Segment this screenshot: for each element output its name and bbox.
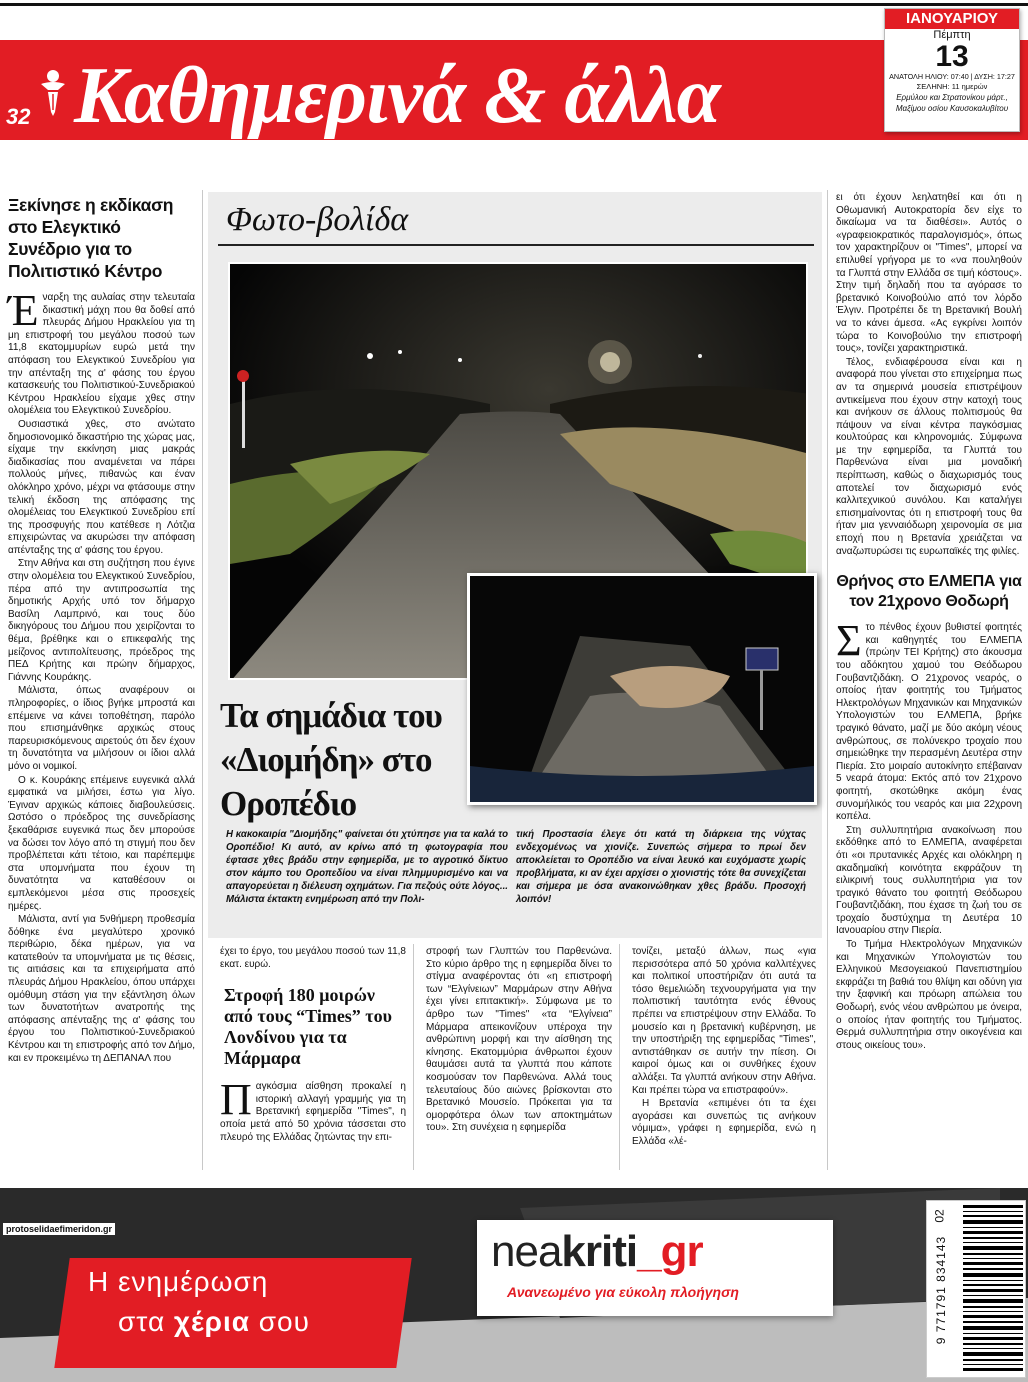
saints-line-2: Μαξίμου οσίου Καυσοκαλυβίτου	[895, 104, 1009, 113]
watermark-text: protoselidaefimeridon.gr	[3, 1223, 115, 1235]
sun-times: ΑΝΑΤΟΛΗ ΗΛΙΟΥ: 07:40 | ΔΥΣΗ: 17:27	[889, 72, 1015, 81]
masthead-logo-icon	[36, 68, 70, 118]
drop-cap: Έ	[8, 286, 39, 335]
article-headline: Θρήνος στο ΕΛΜΕΠΑ για τον 21χρονο Θοδωρή	[836, 573, 1022, 611]
article-paragraph: έχει το έργο, του μεγάλου ποσού των 11,8 εκατ. ευρώ.	[220, 946, 406, 970]
date-month: ΙΑΝΟΥΑΡΙΟΥ	[885, 9, 1019, 29]
drop-cap: Σ	[836, 616, 862, 666]
article-paragraph: τονίζει, μεταξύ άλλων, πως «για περισσότερα από 50 χρόνια καλλιτέχνες και πολιτικοί υποστήριζαν ότι αυτά τα τόσο θεμελιώδη τεχνουργήματα για την πολιτιστική ταυτότητα ενός έθνους πρέπει να επιστρέψουν στην Ελλάδα. Το μουσείο και η βρετανική κυβέρνηση, με την υποστήριξη της εφημερίδας "Times", αντιστάθηκαν σε αυτήν την πίεση. Οι καιροί όμως και οι συνθήκες έχουν αλλάξει. Τα γλυπτά ανήκουν στην Αθήνα. Και πρέπει τώρα να επιστραφούν».	[632, 946, 816, 1096]
section-label-rule	[218, 244, 814, 246]
barcode-number: 9 771791 834143	[934, 1235, 948, 1345]
column-divider	[413, 944, 414, 1170]
article-paragraph: Έναρξη της αυλαίας στην τελευταία δικαστική μάχη που θα δοθεί από πλευράς Δήμου Ηρακλείου για τη μη επιστροφή του μεγάλου ποσού των 11,8 εκατομμυρίων ευρώ μετά την απόφαση του Ελεγκτικού Συνεδρίου για την απένταξη της α' φάσης του έργου κατασκευής του Πολιτιστικού-Συνεδριακού Κέντρου Ηρακλείου είχαμε χθες στην ολομέλεια του Ελεγκτικού Συνεδρίου.	[8, 286, 195, 417]
article-paragraph: Ουσιαστικά χθες, στο ανώτατο δημοσιονομικό δικαστήριο της χώρας μας, είχαμε την εκκίνηση μιας μακράς διαδικασίας που αναμένεται να πάρει πολλούς μήνες, πιθανώς και έναν ολόκληρο χρόνο, μέχρι να φτάσουμε στην τελική έκδοση της απόφασης της ολομέλειας του Ελεγκτικού Συνεδρίου επί της προσφυγής που κατέθεσε η Λότζια επιχειρώντας να ακυρώσει την απόφαση απένταξης της α' φάσης του έργου.	[8, 418, 195, 556]
saints-line-1: Ερμύλου και Στρατονίκου μάρτ.,	[896, 93, 1008, 102]
barcode	[926, 1200, 1026, 1378]
advertisement	[0, 1188, 1028, 1382]
drop-cap: Π	[220, 1075, 252, 1125]
site-tagline: Ανανεωμένο για εύκολη πλοήγηση	[507, 1284, 739, 1300]
photo-caption-right: τική Προστασία έλεγε ότι κατά τη διάρκεια της νύχτας ενδεχομένως να χιονίζε. Συνεπώς σήμερα το πρωί δεν αποκλείεται το Οροπέδιο να είναι λευκό και ευχόμαστε χωρίς προβλήματα, κι αν έχει αρχίσει ο χιονιστής τότε θα συνεχίζεται και σήμερα με όσα ανακοινώθηκαν χθες βράδυ. Προσοχή λοιπόν!	[516, 829, 806, 905]
photo-caption-left: Η κακοκαιρία "Διομήδης" φαίνεται ότι χτύπησε για τα καλά το Οροπέδιο! Κι αυτό, αν κρίνω από τη φωτογραφία που έφτασε χθες βράδυ στην εφημερίδα, με το αγροτικό δίκτυο στον κάμπο του Οροπεδίου να είναι πλημμυρισμένο και να απαγορεύεται η διέλευση οχημάτων. Για πεζούς ούτε λόγος... Μάλιστα έκτακτη ενημέρωση από την Πολι-	[226, 829, 508, 905]
article-headline: Ξεκίνησε η εκδίκαση στο Ελεγκτικό Συνέδριο για το Πολιτιστικό Κέντρο	[8, 195, 174, 281]
date-box	[884, 8, 1020, 132]
night-road-scene-icon	[470, 576, 814, 802]
article-paragraph: Τέλος, ενδιαφέρουσα είναι και η αναφορά που γίνεται στο επιχείρημα πως αν τα σημερινά μουσεία επιστρέψουν αντικείμενα που έχουν στην κατοχή τους και ανήκουν σε άλλους πολιτισμούς θα πάψουν να είναι κέντρα παγκόσμιας κουλτούρας και κληρονομιάς. Σύμφωνα με την εφημερίδα, τα Γλυπτά του Παρθενώνα είναι μια μοναδική περίπτωση, καθώς ο διαχωρισμός τους αποτελεί τον διαχωρισμό ενός καλλιτεχνικού συνόλου. Και καταλήγει επισημαίνοντας ότι η επιστροφή τους θα ήταν μια γενναιόδωρη χειρονομία σε μια εποχή που η Βρετανία χρειάζεται να αναζωπυρώσει τις ευρωπαϊκές της φιλίες.	[836, 356, 1022, 557]
article-paragraph: ει ότι έχουν λεηλατηθεί και ότι η Οθωμανική Αυτοκρατορία δεν είχε το δικαίωμα να τα διαθέσει». Αυτός ο «γραφειοκρατικός παραλογισμός», όπως τον χαρακτηρίζουν οι "Times", μπορεί να επιλυθεί γρήγορα με το «να πουληθούν τα Γλυπτά στην Ελλάδα σε τιμή κόστους». Στην τιμή δηλαδή που τα αγόρασε το βρετανικό Κοινοβούλιο από τον λόρδο Έλγιν. Προτρέπει δε τη Βρετανική Βουλή να το κάνει άμεσα. «Ας εγκρίνει λοιπόν τώρα το Κοινοβούλιο την επιστροφή τους», τονίζει χαρακτηριστικά.	[836, 192, 1022, 355]
ad-slogan-line-1: Η ενημέρωση	[88, 1266, 269, 1297]
article-paragraph: στροφή των Γλυπτών του Παρθενώνα. Στο κύριο άρθρο της η εφημερίδα δίνει το στίγμα αναφέροντας ότι «η επιστροφή των “Ελγίνειων” Μαρμάρων στην Αθήνα έχει γίνει επιτακτική». Σύμφωνα με το άρθρο των "Times" «τα “Ελγίνεια” Μάρμαρα απεικονίζουν υπέροχα την ανθρώπινη μορφή και την αίσθηση της κίνησης. Εκατομμύρια άνθρωποι έχουν θαυμάσει αυτά τα γλυπτά που κάποτε κοσμούσαν τον Παρθενώνα. Αλλά τους τελευταίους δύο αιώνες βρίσκονται στο Βρετανικό Μουσείο. Πρόκειται για τα ομορφότερα όλων των αποκτημάτων του». Στη συνέχεια η εφημερίδα	[426, 946, 612, 1134]
header-top-rule	[0, 3, 1028, 6]
article-column-3	[426, 946, 612, 1136]
page-number: 32	[6, 104, 31, 129]
barcode-bars-icon	[963, 1205, 1023, 1375]
article-paragraph: Η Βρετανία «επιμένει ότι τα έχει αγοράσει και συνεπώς τις ανήκουν νόμιμα», γράφει η εφημερίδα, ενώ η Ελλάδα «λέ-	[632, 1098, 816, 1147]
page-title: Καθημερινά & άλλα	[74, 52, 720, 140]
date-day: 13	[935, 40, 969, 73]
column-divider	[827, 190, 828, 1170]
article-paragraph: Στο πένθος έχουν βυθιστεί φοιτητές και καθηγητές του ΕΛΜΕΠΑ (πρώην ΤΕΙ Κρήτης) στο άκουσμα του αδόκητου χαμού του Θεόδωρου Γουβαντζιδάκη. Ο 21χρονος νεαρός, ο οποίος ήταν φοιτητής του Τμήματος Ηλεκτρολόγων Μηχανικών και Μηχανικών Υπολογιστών του ΕΛΜΕΠΑ, βρήκε τραγικό θάνατο, μαζί με δύο ακόμη νέους ανθρώπους, σε πολύνεκρο τροχαίο που σημειώθηκε την περασμένη Δευτέρα στην Πιερία. Στο μοιραίο αυτοκίνητο επέβαιναν 5 νεαρά άτομα: Εκτός από τον 21χρονο φοιτητή, σκοτώθηκε ακόμη ένας συνομήλικός του νεαρός και μια 22χρονη κοπέλα.	[836, 616, 1022, 823]
article-paragraph: Μάλιστα, όπως αναφέρουν οι πληροφορίες, ο ίδιος βγήκε μπροστά και επέμεινε να κάνει τοποθέτηση, παρόλο που επισημάνθηκε αρχικώς στους παρευρισκόμενους αιρετούς ότι δεν έχουν τη δυνατότητα να μιλήσουν οι ίδιοι αλλά μόνο οι νομικοί.	[8, 685, 195, 772]
article-paragraph: Στη συλλυπητήρια ανακοίνωση που εκδόθηκε από το ΕΛΜΕΠΑ, αναφέρεται ότι «οι πρυτανικές Αρχές και ολόκληρη η ακαδημαϊκή κοινότητα εκφράζουν τη ειλικρινή τους συλλυπητήρια για τον τραγικό θάνατο του φοιτητή Θεόδωρου Γουβαντζιδάκη, που έχασε τη ζωή του σε τροχαίο δυστύχημα τη Δευτέρα 10 Ιανουαρίου στην Πιερία.	[836, 824, 1022, 937]
article-paragraph: Παγκόσμια αίσθηση προκαλεί η ιστορική αλλαγή γραμμής για τη Βρετανική εφημερίδα "Times", η οποία μετά από 50 χρόνια τάσσεται στο πλευρό της Ελλάδας ζητώντας την επι-	[220, 1075, 406, 1143]
photo-headline: Τα σημάδια του «Διομήδη» στο Οροπέδιο	[220, 696, 442, 823]
article-column-1	[8, 194, 195, 1066]
site-logo: neakriti_gr	[491, 1227, 703, 1276]
pen-nib-icon	[36, 68, 70, 118]
section-label: Φωτο-βολίδα	[226, 201, 409, 238]
ad-logo-panel	[477, 1220, 833, 1316]
article-paragraph: Ο κ. Κουράκης επέμεινε ευγενικά αλλά εμφατικά να μιλήσει, έστω για λίγο. Έγιναν αρχικώς κάποιες διαβουλεύσεις. Ωστόσο ο πρόεδρος της συνεδρίασης ξεκαθάρισε ευγενικά πως δεν μπορούσε να δώσει τον λόγο από τη στιγμή που δεν προβλέπεται κάτι τέτοιο, και παρέπεμψε στα υπομνήματα που έχουν τη δυνατότητα να καταθέσουν οι εμπλεκόμενοι μέσα στις προσεχείς ημέρες.	[8, 774, 195, 912]
column-divider	[619, 944, 620, 1170]
ad-slogan-line-2: στα χέρια σου	[118, 1306, 310, 1337]
article-paragraph: Το Τμήμα Ηλεκτρολόγων Μηχανικών και Μηχανικών Υπολογιστών του Ελληνικού Μεσογειακού Πανεπιστημίου εκφράζει τη βαθιά του θλίψη και οδύνη για την ξαφνική και πρόωρη απώλεια του Θοδωρή, ενός νέου ανθρώπου με όνειρα, ο οποίος ήταν φοιτητής του Τμήματος. Θερμά συλλυπητήρια στην οικογένεια και στους οικείους του».	[836, 939, 1022, 1051]
flooded-road-inset-photo	[467, 573, 817, 805]
article-paragraph: Στην Αθήνα και στη συζήτηση που έγινε στην ολομέλεια του Ελεγκτικού Συνεδρίου, πέρα από την αντιπροσωπία της δημοτικής Αρχής υπό τον δήμαρχο Βασίλη Λαμπρινό, και τους δύο δικηγόρους του Δήμου που χειρίζονται το θέμα, βρέθηκε και ο επικεφαλής της μείζονος αντιπολίτευσης, πρόεδρος της ΠΕΔ Κρήτης και πρώην δήμαρχος, Γιάννης Κουράκης.	[8, 558, 195, 683]
article-column-5	[836, 192, 1022, 1053]
date-weekday: Πέμπτη	[933, 29, 971, 41]
moon-age: ΣΕΛΗΝΗ: 11 ημερών	[916, 82, 988, 91]
article-headline: Στροφή 180 μοιρών από τους “Times” του Λονδίνου για τα Μάρμαρα	[224, 985, 392, 1069]
issue-code: 02	[932, 1209, 947, 1223]
column-divider	[202, 190, 203, 1170]
article-column-2	[220, 946, 406, 1145]
article-paragraph: Μάλιστα, αντί για 5νθήμερη προθεσμία δόθηκε ένα μεγαλύτερο χρονικό περιθώριο, δέκα ημέρων, για να κατατεθούν τα υπομνήματα με τις θέσεις, τις αιτιάσεις και τα επιχειρήματα από πλευράς Δήμου Ηρακλείου, όπου υπάρχει ομόθυμη στάση για την εξάντληση όλων των δυνατοτήτων ανατροπής της απόφασης απένταξης της α' φάσης του έργου του Πολιτιστικού-Συνεδριακού Κέντρου και τη επιστροφής από τον Δήμο, και εν προκειμένω τη ΔΕΠΑΝΑΛ που	[8, 914, 195, 1064]
article-column-4	[632, 946, 816, 1150]
